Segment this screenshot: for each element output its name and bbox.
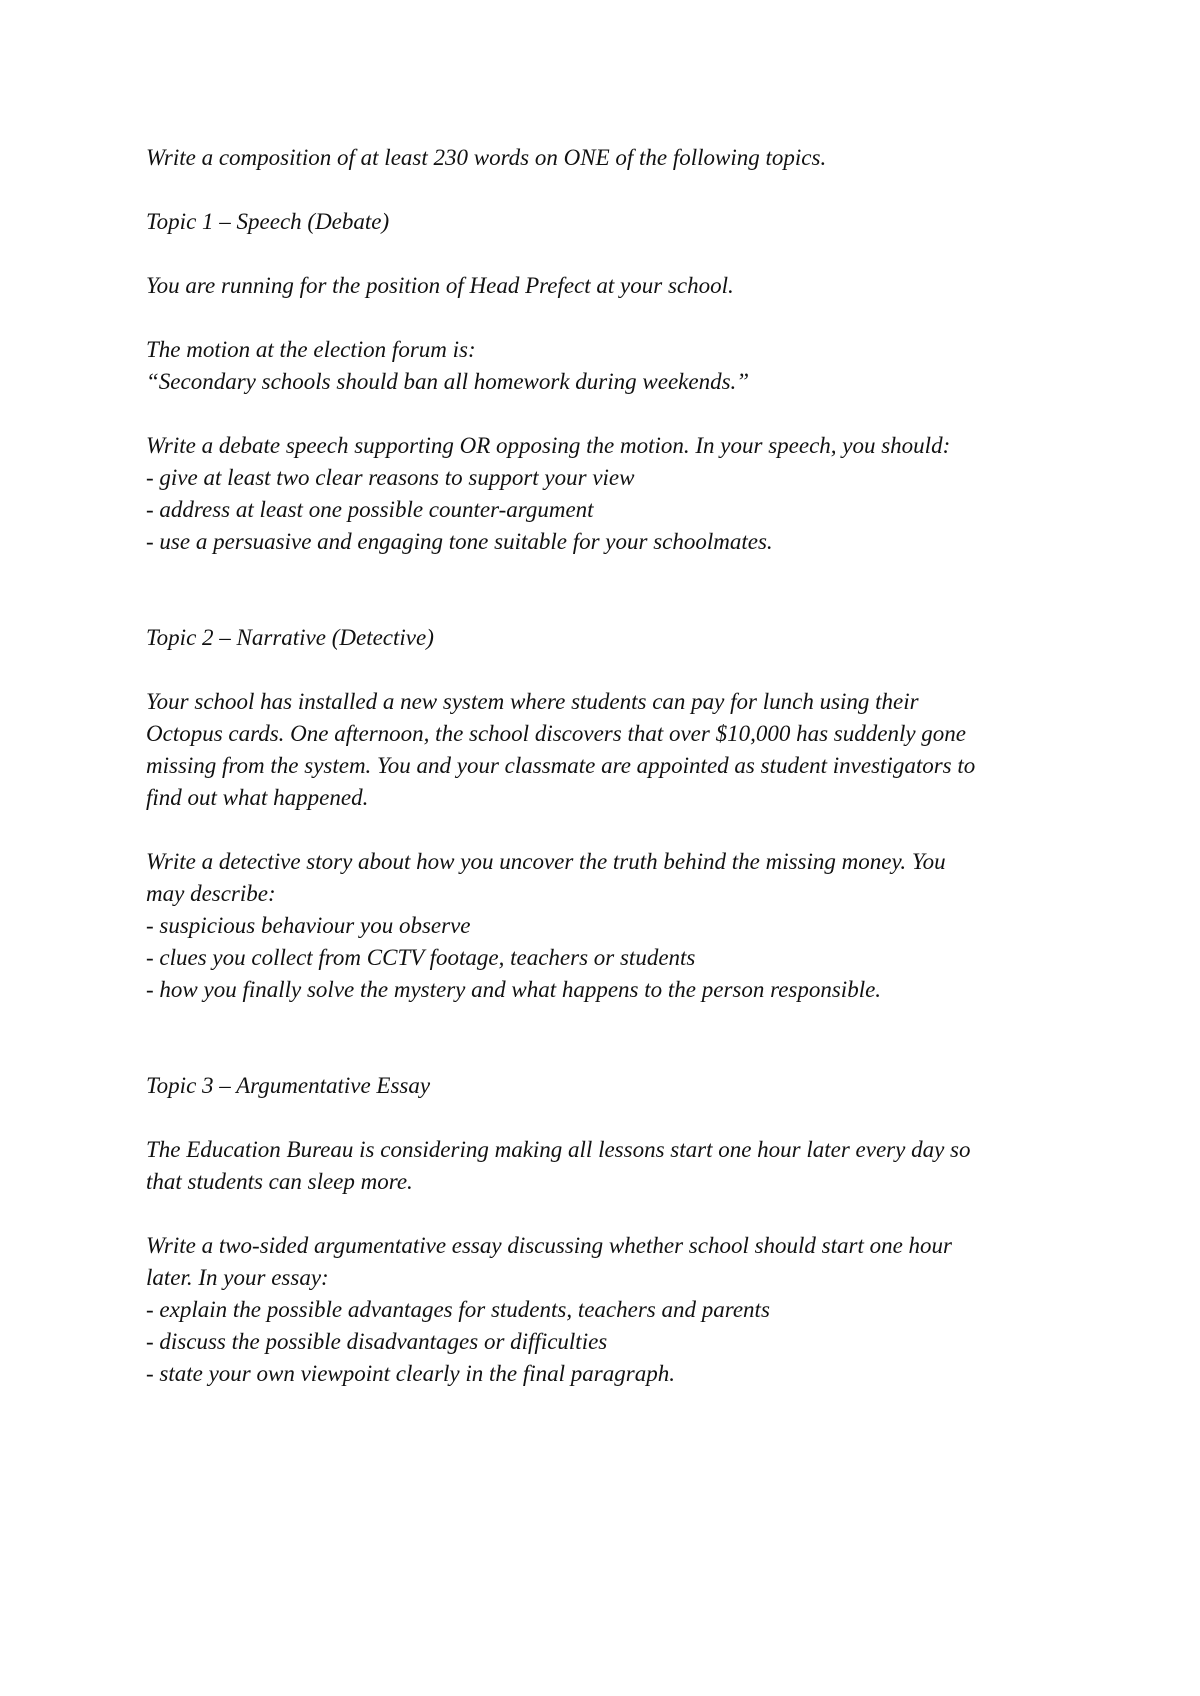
- topic-2: [146, 622, 1066, 1006]
- list-item: - state your own viewpoint clearly in the final paragraph.: [146, 1361, 675, 1386]
- list-item: - discuss the possible disadvantages or difficulties: [146, 1329, 608, 1354]
- topic-2-task-line: Write a detective story about how you uncover the truth behind the missing money. You: [146, 849, 946, 874]
- document-content: [146, 142, 1066, 1390]
- list-item: - explain the possible advantages for students, teachers and parents: [146, 1297, 770, 1322]
- list-item: - give at least two clear reasons to support your view: [146, 465, 635, 490]
- list-item: - address at least one possible counter-argument: [146, 497, 594, 522]
- topic-1-task: Write a debate speech supporting OR opposing the motion. In your speech, you should:: [146, 433, 951, 458]
- topic-2-context-line: Your school has installed a new system where students can pay for lunch using their: [146, 689, 919, 714]
- topic-1: [146, 206, 1066, 558]
- list-item: - clues you collect from CCTV footage, teachers or students: [146, 945, 696, 970]
- topic-1-motion-quote: “Secondary schools should ban all homework during weekends.”: [146, 369, 750, 394]
- topic-3-task-line: later. In your essay:: [146, 1265, 329, 1290]
- topic-1-heading: Topic 1 – Speech (Debate): [146, 209, 390, 234]
- topic-2-context-line: missing from the system. You and your classmate are appointed as student investigators to: [146, 753, 976, 778]
- list-item: - use a persuasive and engaging tone suitable for your schoolmates.: [146, 529, 773, 554]
- topic-2-heading: Topic 2 – Narrative (Detective): [146, 625, 434, 650]
- list-item: - suspicious behaviour you observe: [146, 913, 471, 938]
- topic-3-heading: Topic 3 – Argumentative Essay: [146, 1073, 431, 1098]
- topic-1-context: You are running for the position of Head Prefect at your school.: [146, 273, 734, 298]
- topic-3-context-line: The Education Bureau is considering making all lessons start one hour later every day so: [146, 1137, 971, 1162]
- topic-3: [146, 1070, 1066, 1390]
- topic-3-context-line: that students can sleep more.: [146, 1169, 413, 1194]
- topic-2-context-line: find out what happened.: [146, 785, 369, 810]
- list-item: - how you finally solve the mystery and what happens to the person responsible.: [146, 977, 882, 1002]
- topic-1-motion-intro: The motion at the election forum is:: [146, 337, 476, 362]
- topic-3-task-line: Write a two-sided argumentative essay discussing whether school should start one hour: [146, 1233, 953, 1258]
- instruction-text: Write a composition of at least 230 words on ONE of the following topics.: [146, 145, 827, 170]
- topic-2-context-line: Octopus cards. One afternoon, the school discovers that over $10,000 has suddenly gone: [146, 721, 967, 746]
- topic-2-task-line: may describe:: [146, 881, 276, 906]
